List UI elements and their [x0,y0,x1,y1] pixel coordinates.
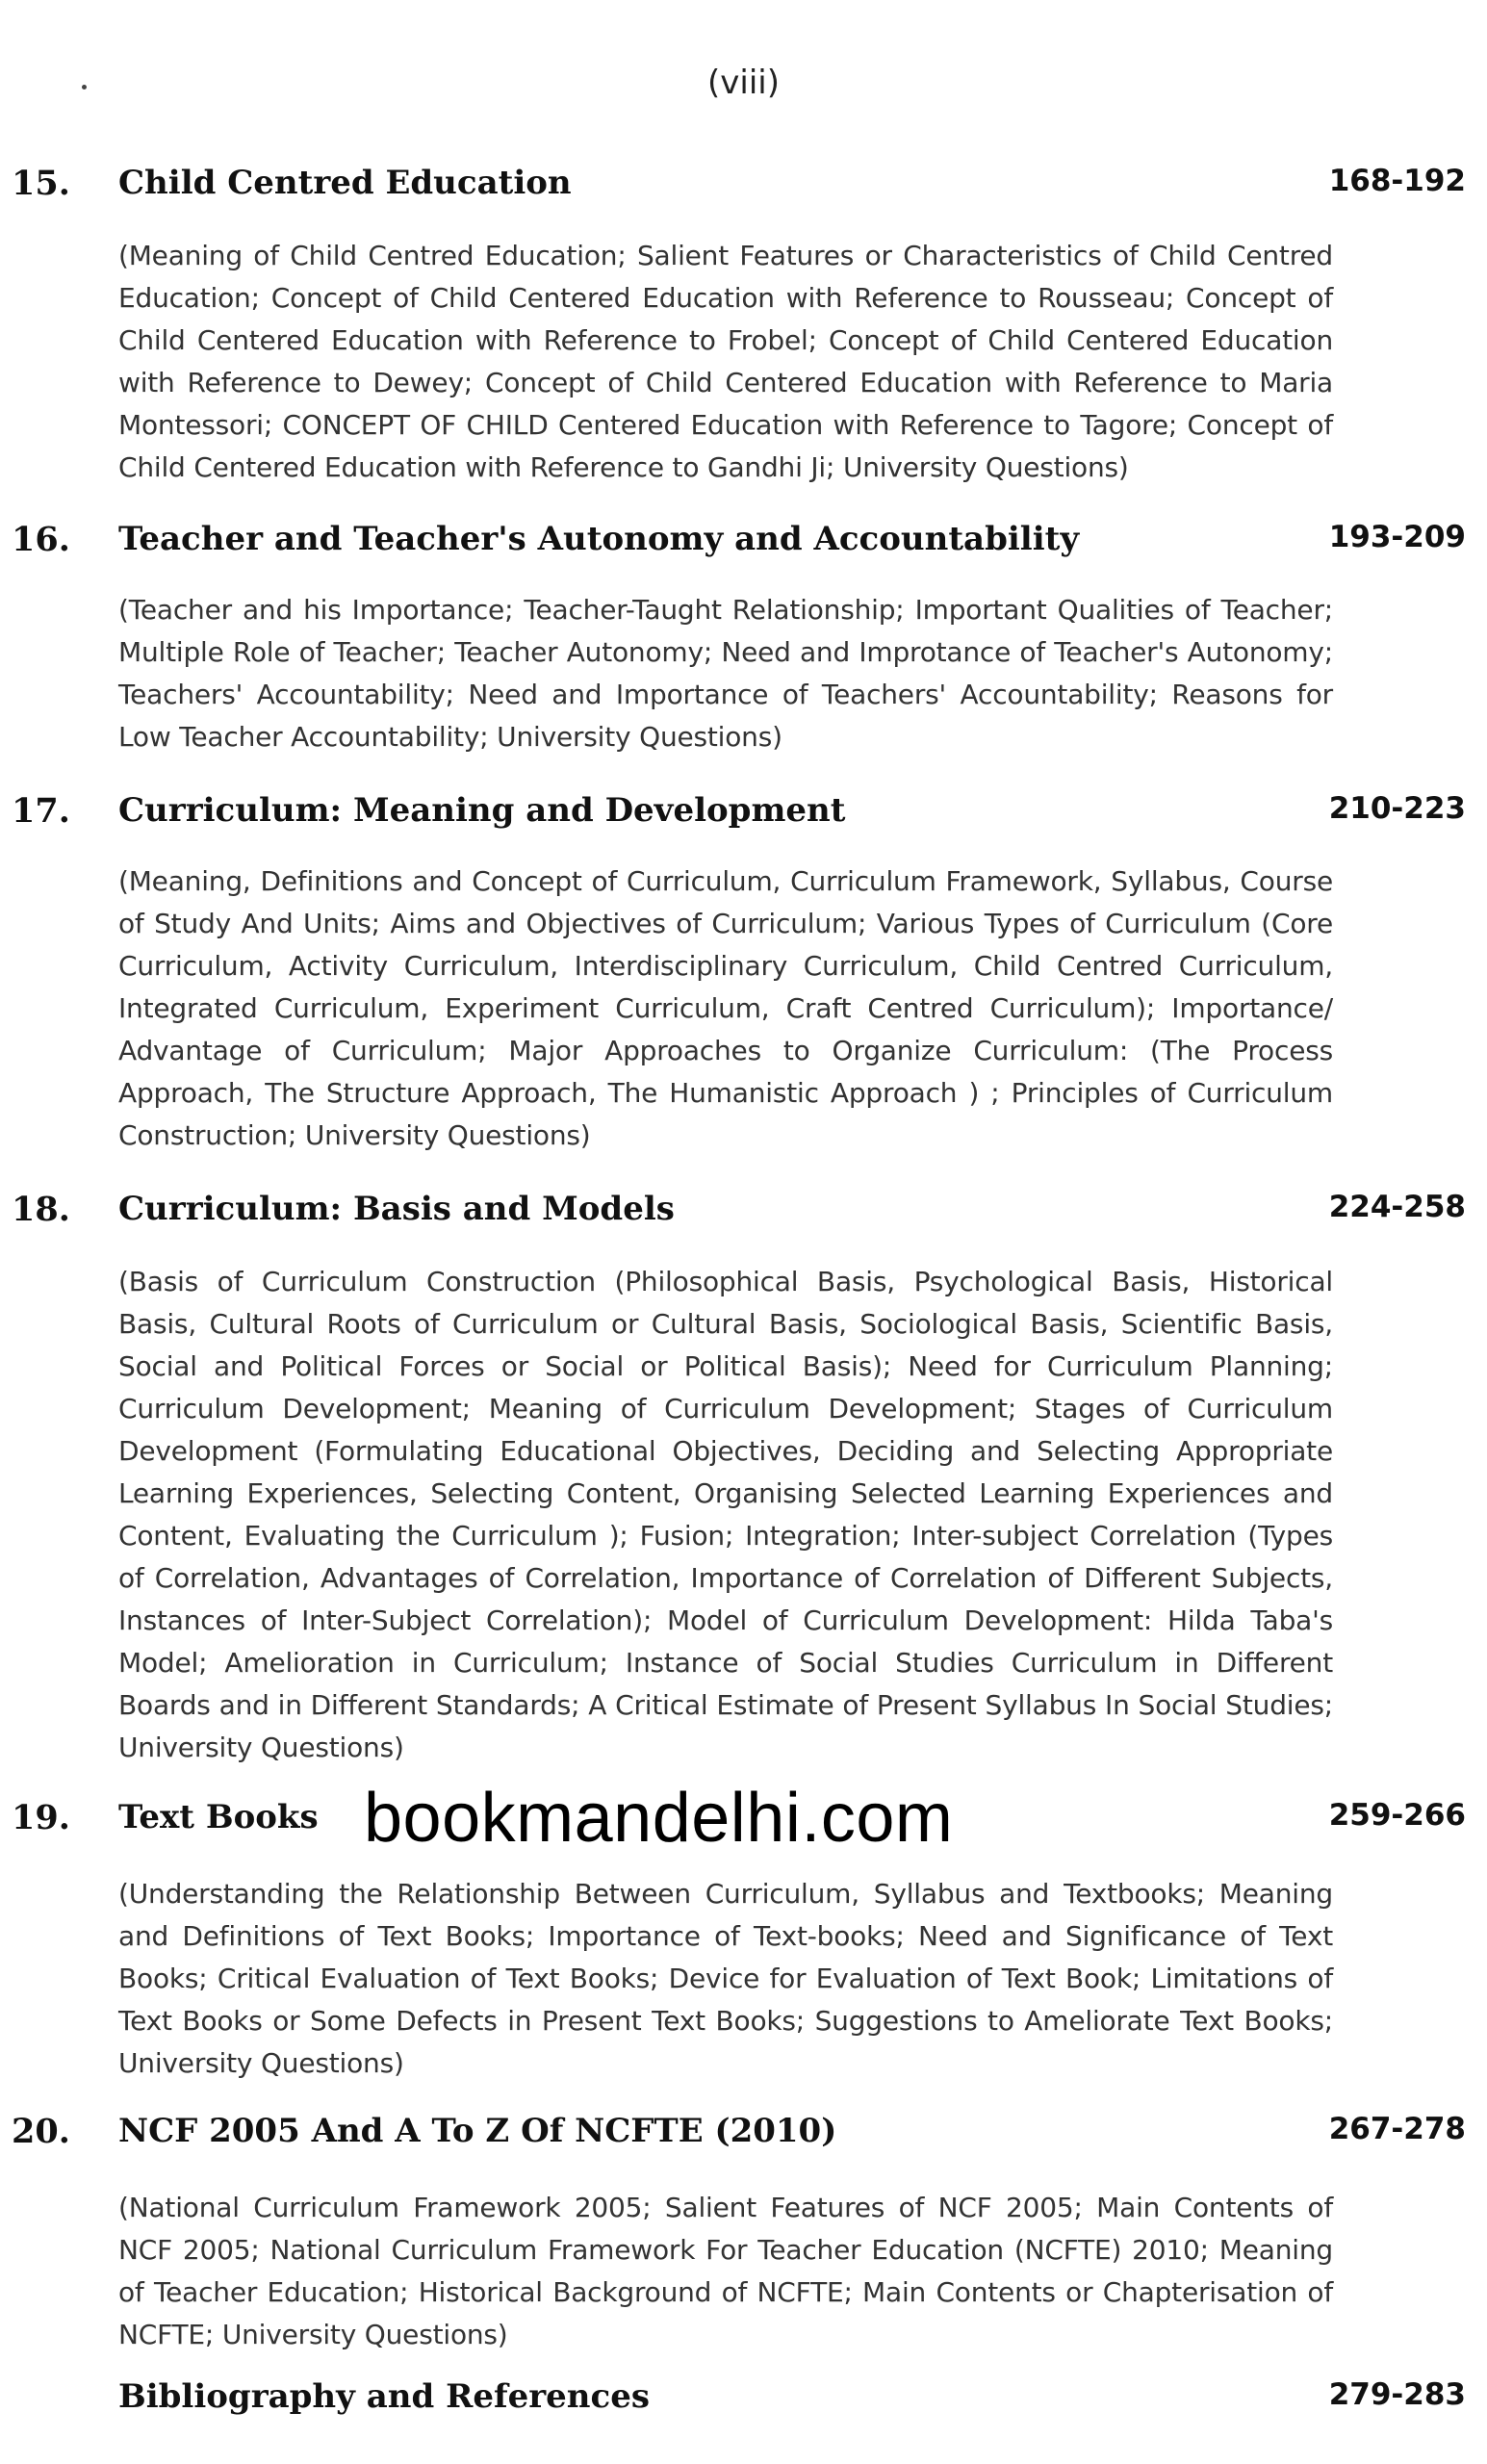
entry-description: (Meaning of Child Centred Education; Salient Features or Characteristics of Child Centred Education; Concept of Child Centered Education with Reference to Rousseau; Concept of Child Centered Education with Reference to Frobel; Concept of Child Centered Education with Reference to Dewey; Concept of Child Centered Education with Reference to Maria Montessori; CONCEPT OF CHILD Centered Education with Reference to Tagore; Concept of Child Centered Education with Reference to Gandhi Ji; University Questions) [118,240,1333,483]
entry-title: Text Books [118,1798,319,1836]
entry-pages: 259-266 [1328,1798,1466,1833]
entry-pages: 168-192 [1328,164,1466,198]
entry-pages: 193-209 [1328,520,1466,554]
entry-number: 19. [12,1798,70,1837]
entry-description: (Understanding the Relationship Between Curriculum, Syllabus and Textbooks; Meaning and Definitions of Text Books; Importance of Text-books; Need and Significance of Text Books; Critical Evaluation of Text Books; Device for Evaluation of Text Book; Limitations of Text Books or Some Defects in Present Text Books; Suggestions to Ameliorate Text Books; University Questions) [118,1878,1333,2079]
entry-description: (National Curriculum Framework 2005; Salient Features of NCF 2005; Main Contents of NCF 2005; National Curriculum Framework For Teacher Education (NCFTE) 2010; Meaning of Teacher Education; Historical Background of NCFTE; Main Contents or Chapterisation of NCFTE; University Questions) [118,2192,1333,2350]
entry-title: Curriculum: Meaning and Development [118,791,846,830]
entry-pages: 210-223 [1328,791,1466,826]
entry-pages: 267-278 [1328,2112,1466,2146]
entry-title: NCF 2005 And A To Z Of NCFTE (2010) [118,2112,837,2150]
entry-number: 18. [12,1190,70,1229]
entry-number: 17. [12,791,70,831]
entry-description: (Basis of Curriculum Construction (Philosophical Basis, Psychological Basis, Historical Basis, Cultural Roots of Curriculum or Cultural Basis, Sociological Basis, Scientific Basis, Social and Political Forces or Social or Political Basis); Need for Curriculum Planning; Curriculum Development; Meaning of Curriculum Development; Stages of Curriculum Development (Formulating Educational Objectives, Deciding and Selecting Appropriate Learning Experiences, Selecting Content, Organising Selected Learning Experiences and Content, Evaluating the Curriculum ); Fusion; Integration; Inter-subject Correlation (Types of Correlation, Advantages of Correlation, Importance of Correlation of Different Subjects, Instances of Inter-Subject Correlation); Model of Curriculum Development: Hilda Taba's Model; Amelioration in Curriculum; Instance of Social Studies Curriculum in Different Boards and in Different Standards; A Critical Estimate of Present Syllabus In Social Studies; University Questions) [118,1266,1333,1763]
entry-title: Curriculum: Basis and Models [118,1190,675,1228]
entry-title: Teacher and Teacher's Autonomy and Accountability [118,520,1080,558]
page-number: (viii) [707,64,780,102]
entry-number: 20. [12,2112,70,2151]
entry-pages: 224-258 [1328,1190,1466,1224]
entry-number: 16. [12,520,70,559]
entry-description: (Teacher and his Importance; Teacher-Taught Relationship; Important Qualities of Teacher; Multiple Role of Teacher; Teacher Autonomy; Need and Improtance of Teacher's Autonomy; Teachers' Accountability; Need and Importance of Teachers' Accountability; Reasons for Low Teacher Accountability; University Questions) [118,594,1333,753]
entry-title: Child Centred Education [118,164,572,202]
entry-description: (Meaning, Definitions and Concept of Curriculum, Curriculum Framework, Syllabus, Course of Study And Units; Aims and Objectives of Curriculum; Various Types of Curriculum (Core Curriculum, Activity Curriculum, Interdisciplinary Curriculum, Child Centred Curriculum, Integrated Curriculum, Experiment Curriculum, Craft Centred Curriculum); Importance/ Advantage of Curriculum; Major Approaches to Organize Curriculum: (The Process Approach, The Structure Approach, The Humanistic Approach ) ; Principles of Curriculum Construction; University Questions) [118,865,1333,1151]
entry-title: Bibliography and References [118,2377,650,2416]
entry-pages: 279-283 [1328,2377,1466,2412]
entry-number: 15. [12,164,70,203]
watermark-text: bookmandelhi.com [364,1780,954,1857]
